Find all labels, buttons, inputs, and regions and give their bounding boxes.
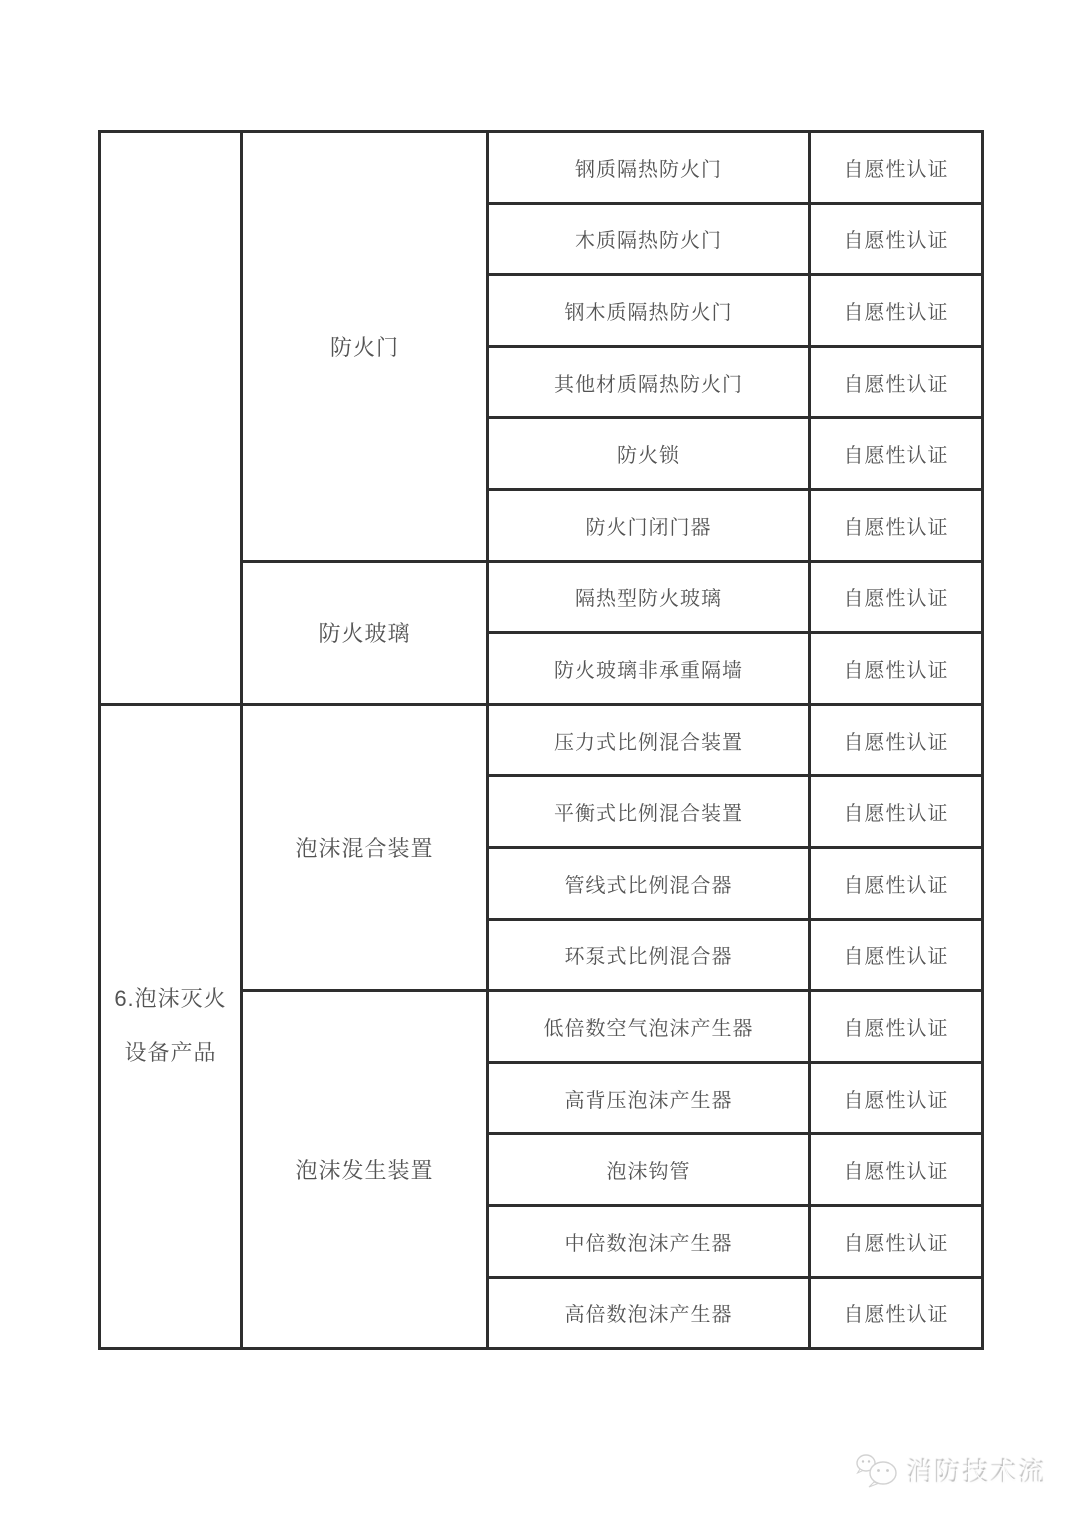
certification-cell: 自愿性认证 bbox=[810, 1277, 983, 1349]
group-cell: 防火玻璃 bbox=[242, 561, 488, 704]
category-line: 设备产品 bbox=[124, 1040, 217, 1066]
product-cell: 高背压泡沫产生器 bbox=[488, 1062, 810, 1134]
group-cell: 防火门 bbox=[242, 132, 488, 562]
product-cell: 防火玻璃非承重隔墙 bbox=[488, 633, 810, 705]
certification-cell: 自愿性认证 bbox=[810, 203, 983, 275]
certification-cell: 自愿性认证 bbox=[810, 1134, 983, 1206]
certification-cell: 自愿性认证 bbox=[810, 418, 983, 490]
product-cell: 防火锁 bbox=[488, 418, 810, 490]
certification-cell: 自愿性认证 bbox=[810, 1062, 983, 1134]
certification-cell: 自愿性认证 bbox=[810, 633, 983, 705]
product-cell: 隔热型防火玻璃 bbox=[488, 561, 810, 633]
certification-cell: 自愿性认证 bbox=[810, 919, 983, 991]
certification-cell: 自愿性认证 bbox=[810, 1205, 983, 1277]
product-cell: 高倍数泡沫产生器 bbox=[488, 1277, 810, 1349]
product-cell: 钢质隔热防火门 bbox=[488, 132, 810, 204]
certification-cell: 自愿性认证 bbox=[810, 776, 983, 848]
certification-cell: 自愿性认证 bbox=[810, 132, 983, 204]
watermark bbox=[854, 1452, 1047, 1490]
product-cell: 泡沫钩管 bbox=[488, 1134, 810, 1206]
product-cell: 中倍数泡沫产生器 bbox=[488, 1205, 810, 1277]
certification-cell: 自愿性认证 bbox=[810, 561, 983, 633]
certification-table-wrap bbox=[98, 130, 984, 1350]
watermark-text: 消防技术流 bbox=[907, 1457, 1048, 1488]
product-cell: 钢木质隔热防火门 bbox=[488, 275, 810, 347]
certification-cell: 自愿性认证 bbox=[810, 704, 983, 776]
category-cell bbox=[100, 132, 242, 705]
category-line: 6.泡沫灭火 bbox=[114, 986, 227, 1012]
certification-cell: 自愿性认证 bbox=[810, 847, 983, 919]
certification-cell: 自愿性认证 bbox=[810, 991, 983, 1063]
certification-table bbox=[98, 130, 984, 1350]
product-cell: 其他材质隔热防火门 bbox=[488, 346, 810, 418]
certification-cell: 自愿性认证 bbox=[810, 275, 983, 347]
product-cell: 木质隔热防火门 bbox=[488, 203, 810, 275]
product-cell: 低倍数空气泡沫产生器 bbox=[488, 991, 810, 1063]
product-cell: 管线式比例混合器 bbox=[488, 847, 810, 919]
table-body bbox=[100, 132, 983, 1349]
category-cell bbox=[100, 704, 242, 1348]
wechat-icon bbox=[854, 1452, 900, 1490]
product-cell: 环泵式比例混合器 bbox=[488, 919, 810, 991]
product-cell: 压力式比例混合装置 bbox=[488, 704, 810, 776]
certification-cell: 自愿性认证 bbox=[810, 489, 983, 561]
table-row bbox=[100, 704, 983, 776]
group-cell: 泡沫发生装置 bbox=[242, 991, 488, 1349]
table-row bbox=[100, 132, 983, 204]
product-cell: 平衡式比例混合装置 bbox=[488, 776, 810, 848]
group-cell: 泡沫混合装置 bbox=[242, 704, 488, 990]
certification-cell: 自愿性认证 bbox=[810, 346, 983, 418]
product-cell: 防火门闭门器 bbox=[488, 489, 810, 561]
